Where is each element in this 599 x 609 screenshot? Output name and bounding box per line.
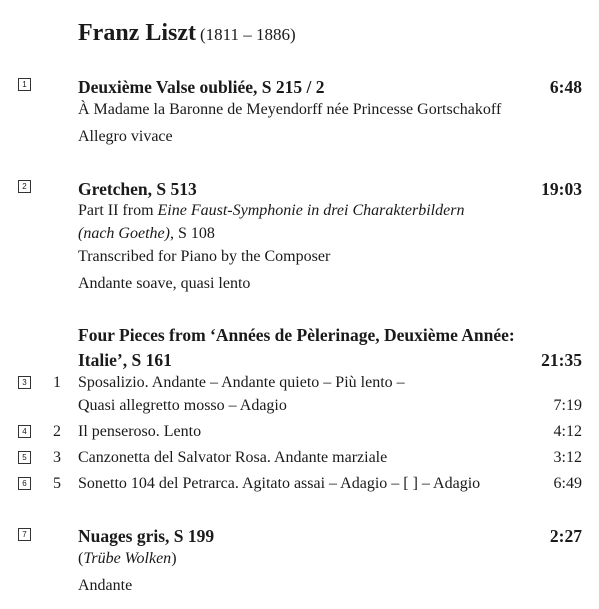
track-tempo: Andante [78,577,133,594]
track-tempo: Andante soave, quasi lento [78,275,251,292]
composer-dates: (1811 – 1886) [199,25,296,44]
set-duration: 21:35 [541,350,582,370]
track-description-line [78,202,464,220]
movement-title: Canzonetta del Salvator Rosa. Andante marziale [78,449,388,466]
set-title-line: Four Pieces from ‘Années de Pèlerinage, Deuxième Année: [78,325,515,345]
track-dedication: À Madame la Baronne de Meyendorff née Princesse Gortschakoff [78,101,502,118]
track-duration: 7:19 [553,397,582,414]
track-subtitle [78,550,177,568]
track-number-box: 1 [18,78,31,91]
description-italic: (nach Goethe) [78,225,170,242]
track-duration: 19:03 [541,179,582,199]
track-title: Nuages gris, S 199 [78,526,215,546]
track-duration: 6:48 [549,77,582,97]
movement-number: 1 [53,374,61,391]
track-tempo: Allegro vivace [78,128,173,145]
track-title: Deuxième Valse oubliée, S 215 / 2 [78,77,325,97]
composer-heading [78,20,296,47]
track-number-box: 2 [18,180,31,193]
description-text: Part II from [78,202,158,219]
track-description-line: Transcribed for Piano by the Composer [78,248,331,265]
track-title: Gretchen, S 513 [78,179,197,199]
movement-title: Sonetto 104 del Petrarca. Agitato assai – Adagio – [ ] – Adagio [78,475,481,492]
movement-title: Il penseroso. Lento [78,423,202,440]
track-duration: 6:49 [553,475,582,492]
track-number-box: 4 [18,425,31,438]
description-italic: Eine Faust-Symphonie in drei Charakterbildern [157,202,465,219]
track-number-box: 6 [18,477,31,490]
track-description-line [78,225,215,243]
track-number-box: 7 [18,528,31,541]
movement-title: Sposalizio. Andante – Andante quieto – Più lento – [78,374,405,391]
subtitle-italic: Trübe Wolken [83,550,172,567]
movement-number: 5 [53,475,61,492]
track-duration: 3:12 [553,449,582,466]
description-text: , S 108 [169,225,215,242]
track-number-box: 5 [18,451,31,464]
composer-name: Franz Liszt [78,20,196,46]
track-duration: 4:12 [553,423,582,440]
set-title-line: Italie’, S 161 [78,350,172,370]
movement-number: 2 [53,423,61,440]
track-duration: 2:27 [549,526,582,546]
subtitle-paren: ( [78,550,84,567]
track-number-box: 3 [18,376,31,389]
subtitle-paren: ) [171,550,177,567]
movement-number: 3 [53,449,61,466]
movement-title: Quasi allegretto mosso – Adagio [78,397,287,414]
